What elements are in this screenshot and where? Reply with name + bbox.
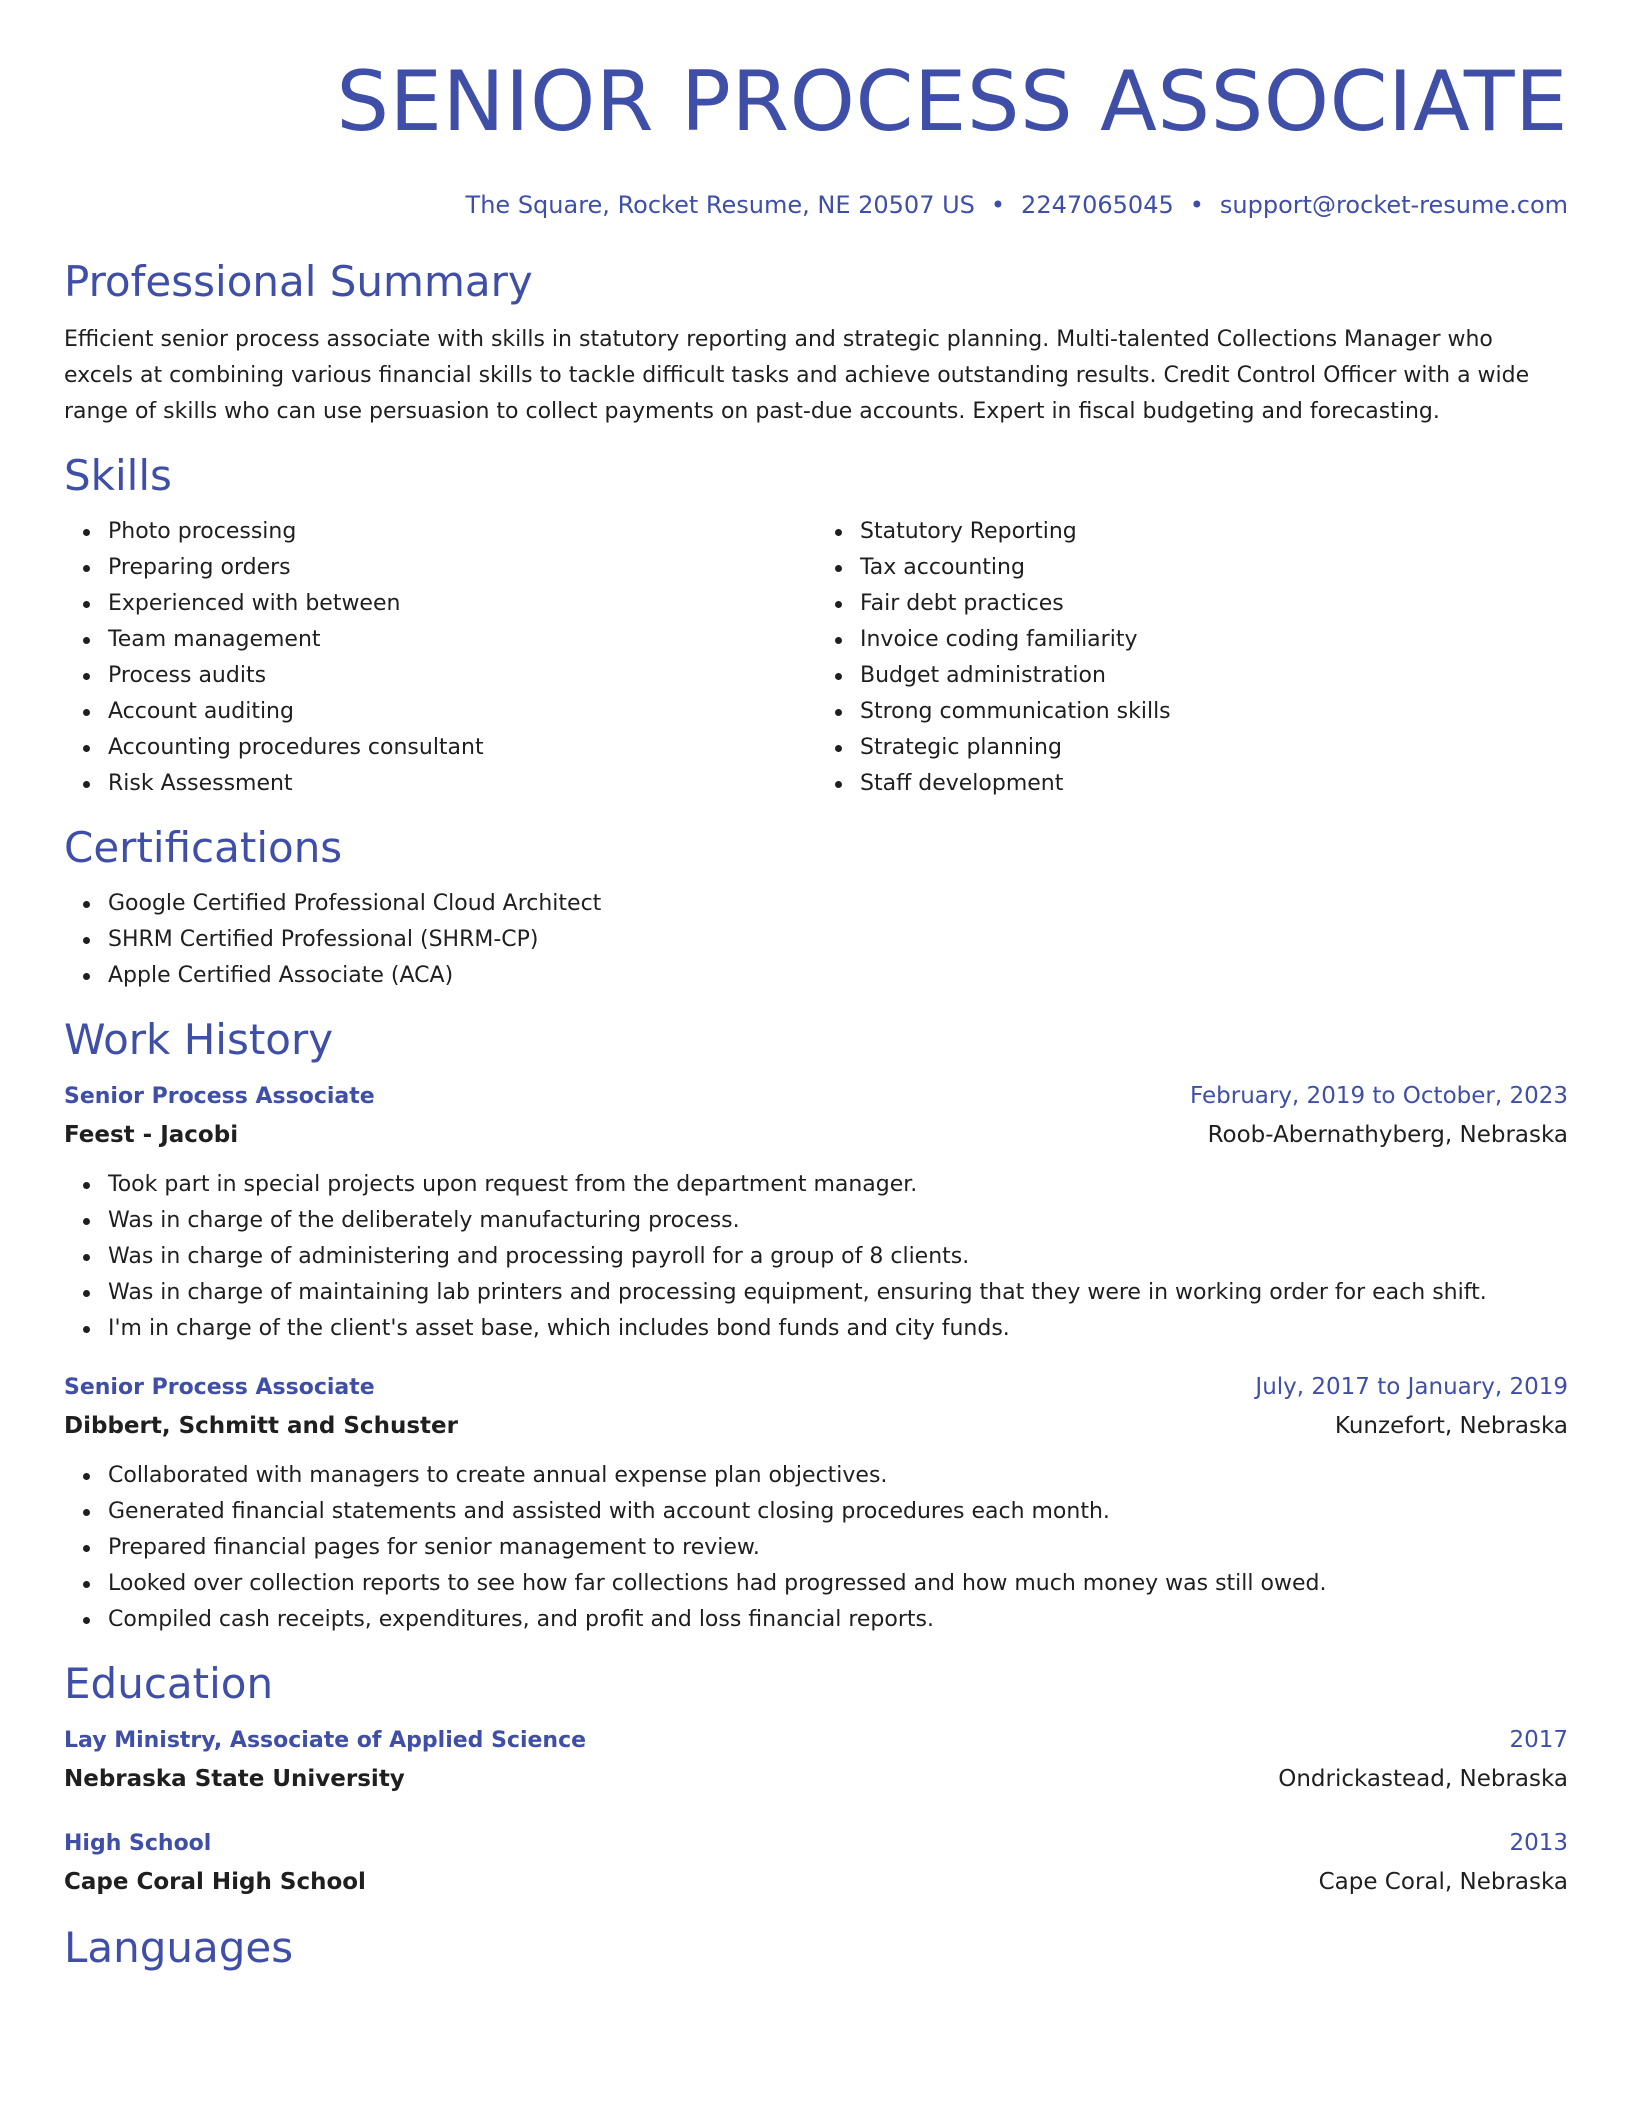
job-dates: February, 2019 to October, 2023 <box>1190 1083 1568 1109</box>
skill-item: Team management <box>108 622 816 658</box>
education-location: Cape Coral, Nebraska <box>1318 1869 1568 1895</box>
job-location: Kunzefort, Nebraska <box>1334 1413 1568 1439</box>
contact-phone: 2247065045 <box>1021 191 1174 219</box>
job-bullet: Prepared financial pages for senior management to review. <box>108 1530 1568 1566</box>
job-entry <box>64 1078 1568 1347</box>
education-year: 2013 <box>1509 1830 1568 1856</box>
languages-heading: Languages <box>64 1923 294 1972</box>
job-bullet: I'm in charge of the client's asset base, which includes bond funds and city funds. <box>108 1311 1568 1347</box>
certifications-list <box>64 886 1568 994</box>
education-degree: High School <box>64 1831 212 1856</box>
skills-list-right <box>816 514 1568 802</box>
job-company-row <box>64 1115 1568 1155</box>
education-location: Ondrickastead, Nebraska <box>1278 1766 1568 1792</box>
job-header-row <box>64 1078 1568 1115</box>
certification-item: SHRM Certified Professional (SHRM-CP) <box>108 922 1568 958</box>
job-bullet: Was in charge of administering and processing payroll for a group of 8 clients. <box>108 1239 1568 1275</box>
job-bullet: Collaborated with managers to create annual expense plan objectives. <box>108 1458 1568 1494</box>
education-header-row <box>64 1722 1568 1759</box>
work-history-heading: Work History <box>64 1015 334 1064</box>
skill-item: Account auditing <box>108 694 816 730</box>
separator-dot: • <box>990 191 1006 219</box>
skills-list-left <box>64 514 816 802</box>
education-entry <box>64 1722 1568 1799</box>
skill-item: Photo processing <box>108 514 816 550</box>
certification-item: Apple Certified Associate (ACA) <box>108 958 1568 994</box>
summary-text: Efficient senior process associate with skills in statutory reporting and strategic planning. Multi-talented Collections Manager who excels at combining various financial skills to tackle difficult tasks and achieve outstanding results. Credit Control Officer with a wide range of skills who can use persuasion to collect payments on past-due accounts. Expert in fiscal budgeting and forecasting. <box>64 327 1530 424</box>
contact-email[interactable]: support@rocket-resume.com <box>1219 191 1568 219</box>
education-year: 2017 <box>1509 1727 1568 1753</box>
skill-item: Staff development <box>860 766 1568 802</box>
certification-item: Google Certified Professional Cloud Architect <box>108 886 1568 922</box>
summary-heading: Professional Summary <box>64 257 533 306</box>
skill-item: Statutory Reporting <box>860 514 1568 550</box>
education-school: Cape Coral High School <box>64 1869 366 1895</box>
skill-item: Risk Assessment <box>108 766 816 802</box>
skill-item: Strategic planning <box>860 730 1568 766</box>
skill-item: Budget administration <box>860 658 1568 694</box>
skills-heading: Skills <box>64 451 172 500</box>
job-bullet: Looked over collection reports to see how far collections had progressed and how much money was still owed. <box>108 1566 1568 1602</box>
skill-item: Accounting procedures consultant <box>108 730 816 766</box>
education-heading: Education <box>64 1659 274 1708</box>
separator-dot: • <box>1189 191 1204 219</box>
education-school-row <box>64 1862 1568 1902</box>
job-bullet: Took part in special projects upon request from the department manager. <box>108 1167 1568 1203</box>
contact-address: The Square, Rocket Resume, NE 20507 US <box>465 191 975 219</box>
skill-item: Strong communication skills <box>860 694 1568 730</box>
job-bullet: Compiled cash receipts, expenditures, and profit and loss financial reports. <box>108 1602 1568 1638</box>
candidate-title: SENIOR PROCESS ASSOCIATE <box>336 53 1568 150</box>
skills-columns <box>64 514 1568 802</box>
contact-line <box>64 190 1568 220</box>
certifications-heading: Certifications <box>64 823 343 872</box>
job-header-row <box>64 1369 1568 1406</box>
job-entry <box>64 1369 1568 1638</box>
education-entry <box>64 1825 1568 1902</box>
job-bullet: Was in charge of the deliberately manufacturing process. <box>108 1203 1568 1239</box>
skill-item: Tax accounting <box>860 550 1568 586</box>
job-company-row <box>64 1406 1568 1446</box>
job-company: Feest - Jacobi <box>64 1122 239 1148</box>
job-title: Senior Process Associate <box>64 1084 375 1109</box>
job-bullets <box>64 1458 1568 1638</box>
skill-item: Invoice coding familiarity <box>860 622 1568 658</box>
job-company: Dibbert, Schmitt and Schuster <box>64 1413 458 1439</box>
job-dates: July, 2017 to January, 2019 <box>1255 1374 1568 1400</box>
skill-item: Experienced with between <box>108 586 816 622</box>
skill-item: Process audits <box>108 658 816 694</box>
education-school-row <box>64 1759 1568 1799</box>
education-school: Nebraska State University <box>64 1766 405 1792</box>
job-bullet: Generated financial statements and assisted with account closing procedures each month. <box>108 1494 1568 1530</box>
job-bullets <box>64 1167 1568 1347</box>
job-location: Roob-Abernathyberg, Nebraska <box>1207 1122 1568 1148</box>
job-bullet: Was in charge of maintaining lab printers and processing equipment, ensuring that they were in working order for each shift. <box>108 1275 1568 1311</box>
education-degree: Lay Ministry, Associate of Applied Science <box>64 1728 587 1753</box>
skill-item: Preparing orders <box>108 550 816 586</box>
skill-item: Fair debt practices <box>860 586 1568 622</box>
job-title: Senior Process Associate <box>64 1375 375 1400</box>
education-header-row <box>64 1825 1568 1862</box>
